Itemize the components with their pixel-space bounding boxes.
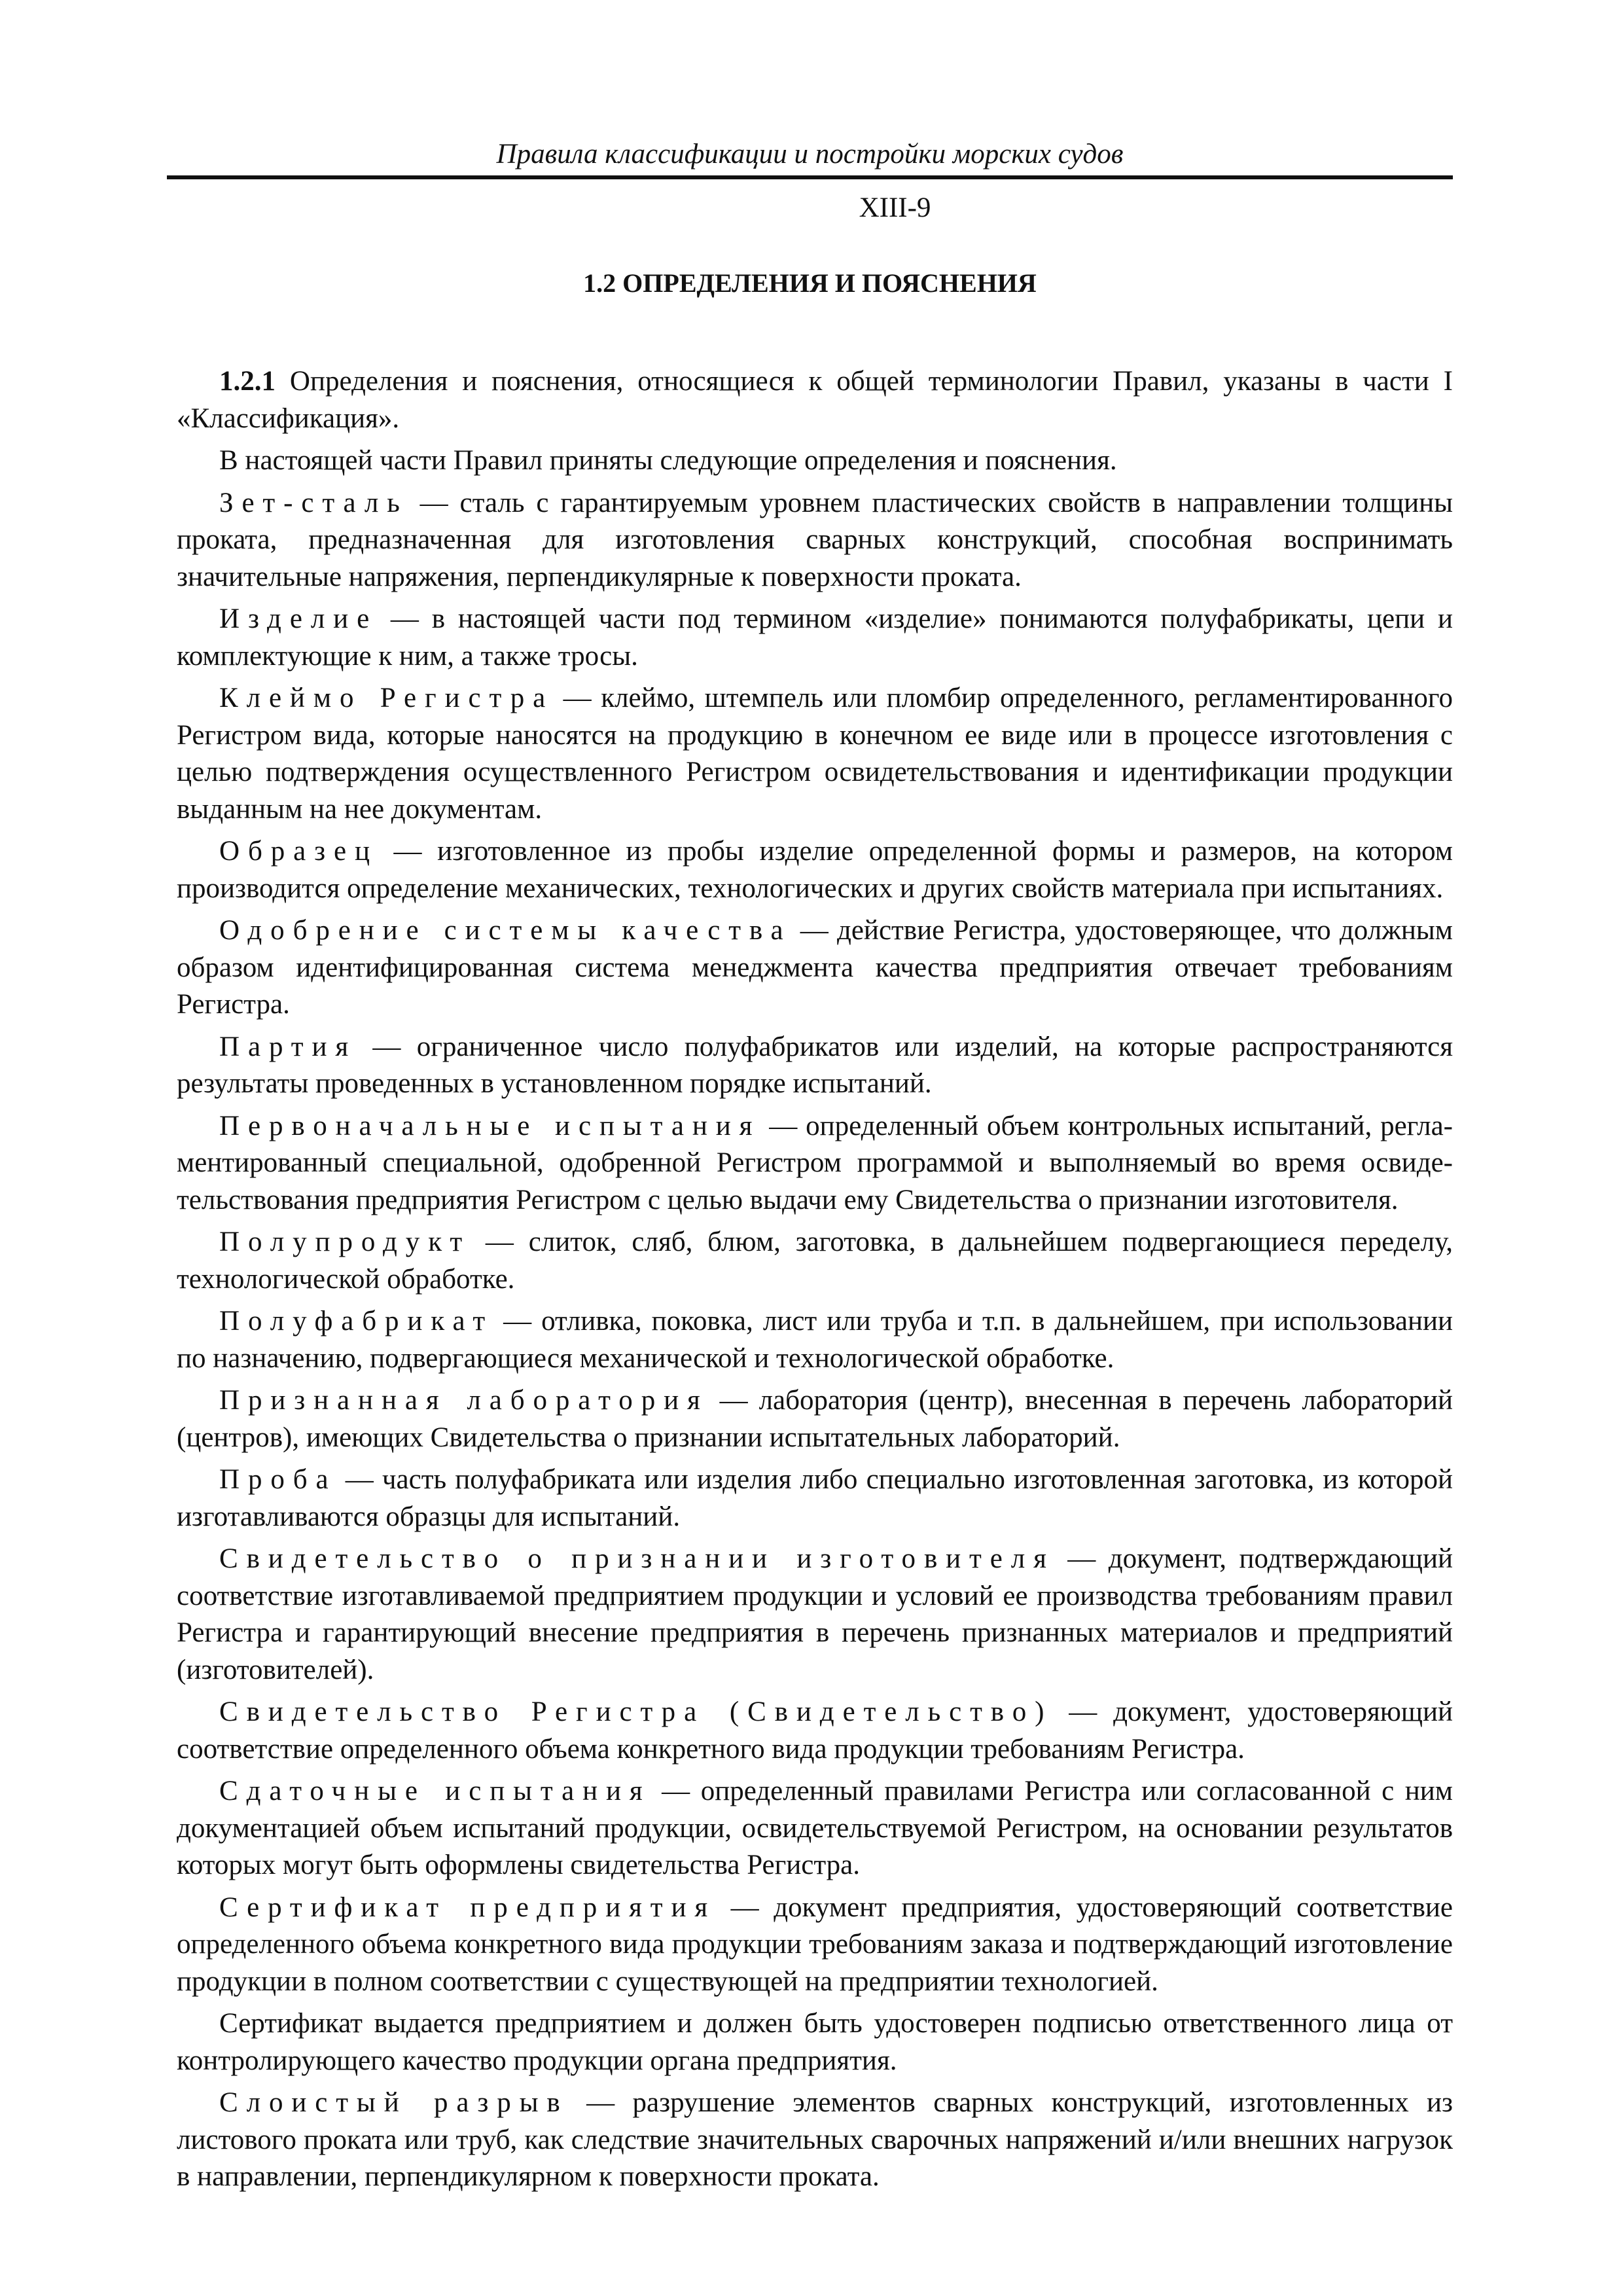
- definition-term: Партия: [219, 1031, 357, 1062]
- definition-term: Изделие: [219, 603, 378, 634]
- section-title: 1.2 ОПРЕДЕЛЕНИЯ И ПОЯСНЕНИЯ: [583, 268, 1037, 298]
- note-paragraph: Сертификат выдается предприятием и должен быть удостоверен подписью ответственного лица от контролирующего качество продукции органа предприятия.: [177, 2008, 1453, 2076]
- definition-term: Слоистый разрыв: [219, 2087, 569, 2118]
- definition-term: Проба: [219, 1464, 337, 1495]
- page-number: XIII-9: [859, 192, 931, 223]
- definition-term: Полуфабрикат: [219, 1306, 494, 1336]
- definition-paragraph: [177, 1108, 1453, 1219]
- definition-paragraph: [177, 2085, 1453, 2196]
- definition-term: Полупродукт: [219, 1227, 471, 1257]
- definition-paragraph: [177, 1462, 1453, 1535]
- definition-paragraph: [177, 1382, 1453, 1456]
- definition-text: — в настоящей части под термином «изделие» понимаются полуфабрикаты, цепи и комплектующие к ним, а также тросы.: [177, 603, 1453, 672]
- definition-text: — сталь с гарантируемым уровнем пластических свойств в направлении толщины проката, предназначенная для изготовления сварных конструкций, способная воспринимать значительные напряжения, перпендикулярные к поверхности проката.: [177, 487, 1453, 592]
- clause-text: Определения и пояснения, относящиеся к общей терминологии Правил, указаны в части I «Классификация».: [177, 366, 1453, 434]
- definition-paragraph: [177, 1890, 1453, 2001]
- definition-text: — отливка, поковка, лист или труба и т.п. в дальнейшем, при использовании по назначению, подвергающиеся механической и технологической обработке.: [177, 1306, 1453, 1374]
- body-text: [177, 363, 1453, 2201]
- definition-text: — разрушение элементов сварных конструкций, изготовленных из листового проката или труб, как следствие значительных сварочных напряжений и/или внешних нагрузок в направлении, перпендикулярном к поверхности проката.: [177, 2087, 1453, 2192]
- definition-paragraph: [177, 485, 1453, 596]
- definition-text: — лаборатория (центр), внесенная в перечень лабораторий (центров), имеющих Свидетельства о признании испытательных лабораторий.: [177, 1385, 1454, 1453]
- definition-term: Зет-сталь: [219, 487, 408, 518]
- definition-term: Первоначальные испытания: [219, 1110, 761, 1141]
- definition-text: — слиток, сляб, блюм, заготовка, в дальнейшем подвергающиеся переделу, технологической обработке.: [177, 1227, 1453, 1295]
- definition-text: — действие Регистра, удостоверяющее, что должным образом идентифицированная система менеджмента качества предприятия отвечает требованиям Регистра.: [177, 915, 1453, 1020]
- definition-paragraph: [177, 1541, 1453, 1689]
- definition-paragraph: [177, 1694, 1453, 1768]
- running-header: Правила классификации и постройки морских судов: [496, 139, 1124, 170]
- definition-term: Свидетельство о признании изготовителя: [219, 1543, 1055, 1574]
- clause-paragraph: [177, 363, 1453, 437]
- definition-paragraph: [177, 1029, 1453, 1103]
- definition-paragraph: [177, 1303, 1453, 1377]
- definition-paragraph: [177, 833, 1453, 907]
- definition-paragraph: [177, 601, 1453, 675]
- lead-in-paragraph: В настоящей части Правил приняты следующие определения и пояснения.: [219, 445, 1117, 476]
- definition-text: — документ, подтверждающий соответствие изготавливаемой предприятием продукции и условий ее производства требованиям правил Регистра и гарантирующий внесение предприятия в перечень признанных материалов и предприятий (изготовителей).: [177, 1543, 1453, 1685]
- clause-number: 1.2.1: [219, 366, 276, 397]
- definition-text: — определенный правилами Регистра или согласованной с ним документацией объем испытаний продукции, освидетельствуемой Регистром, на основании результатов которых могут быть оформлены свидетельства Регистра.: [177, 1776, 1453, 1880]
- definition-text: — документ предприятия, удостоверяющий соответствие определенного объема конкретного вида продукции требованиям заказа и подтверждающий изготовление продукции в полном соответствии с существующей на предприятии технологией.: [177, 1892, 1454, 1997]
- definition-text: — клеймо, штемпель или пломбир определенного, регламентированного Регистром вида, которые наносятся на продукцию в конечном ее виде или в процессе изготовления с целью подтверждения осуществленного Регистром освидетельствования и идентификации продукции выданным на нее документам.: [177, 683, 1453, 825]
- definition-term: Образец: [219, 836, 378, 867]
- definition-text: — документ, удостоверяющий соответствие определенного объема конкретного вида продукции требованиям Регистра.: [177, 1696, 1453, 1765]
- definition-paragraph: [177, 912, 1453, 1024]
- header-rule: [167, 175, 1453, 179]
- definition-term: Признанная лаборатория: [219, 1385, 709, 1416]
- definition-text: — определенный объем контрольных испытаний, регламентированный специальной, одобренной Регистром программой и выполняемый во время освидетельствования предприятия Регистром с целью выдачи ему Свидетельства о признании изготовителя.: [177, 1110, 1453, 1215]
- definition-term: Одобрение системы качества: [219, 915, 792, 946]
- definition-paragraph: [177, 1224, 1453, 1298]
- definition-term: Клеймо Регистра: [219, 683, 554, 713]
- definition-term: Свидетельство Регистра (Свидетельство): [219, 1696, 1053, 1727]
- definition-paragraph: [177, 1773, 1453, 1884]
- definition-text: — изготовленное из пробы изделие определенной формы и размеров, на котором производится определение механических, технологических и других свойств материала при испытаниях.: [177, 836, 1453, 904]
- definition-term: Сдаточные испытания: [219, 1776, 651, 1806]
- definition-term: Сертификат предприятия: [219, 1892, 717, 1923]
- definition-paragraph: [177, 680, 1453, 828]
- definition-text: — часть полуфабриката или изделия либо специально изготовленная заготовка, из которой изготавливаются образцы для испытаний.: [177, 1464, 1453, 1532]
- definition-text: — ограниченное число полуфабрикатов или изделий, на которые распространяются результаты проведенных в установленном порядке испытаний.: [177, 1031, 1453, 1099]
